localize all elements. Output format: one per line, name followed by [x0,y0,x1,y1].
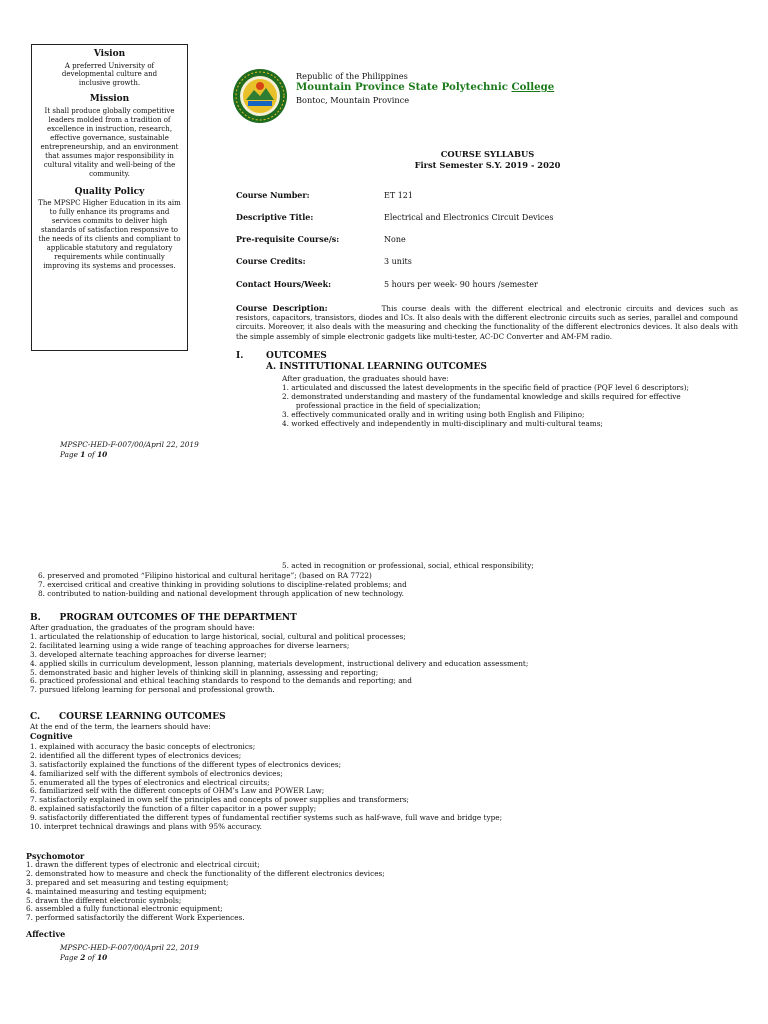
list-item: 3. developed alternate teaching approaches for diverse learner; [30,649,267,659]
descriptive-title-label: Descriptive Title: [236,212,314,222]
list-item: 3. prepared and set measuring and testing equipment; [26,877,229,887]
cognitive-title: Cognitive [30,731,73,741]
page-total: 10 [97,450,108,459]
list-item: 4. maintained measuring and testing equipment; [26,886,207,896]
list-item: 2. demonstrated how to measure and check the functionality of the different electronics devices; [26,868,385,878]
list-item: 2. identified all the different types of electronics devices; [30,750,242,760]
list-item: professional practice in the field of specialization; [282,400,481,410]
affective-title: Affective [26,929,66,939]
syllabus-title-block [400,149,575,171]
list-item: 8. contributed to nation-building and national development through application of new technology. [38,589,404,598]
psychomotor-title: Psychomotor [26,851,85,861]
vision-title: Vision [93,49,126,59]
clo-heading: C. COURSE LEARNING OUTCOMES [30,712,226,722]
ilo-heading: A. INSTITUTIONAL LEARNING OUTCOMES [266,362,487,372]
list-item: 9. satisfactorily differentiated the different types of fundamental rectifier systems such as half-wave, full wave and bridge type; [30,813,503,823]
course-number-value: ET 121 [384,191,413,200]
descriptive-title-value: Electrical and Electronics Circuit Devices [384,213,554,222]
list-item: 2. demonstrated understanding and mastery of the fundamental knowledge and skills required for effective [282,391,681,401]
contact-hours-label: Contact Hours/Week: [236,279,332,289]
form-code-footer: MPSPC-HED-F-007/00/April 22, 2019 [60,943,199,952]
list-item: 4. worked effectively and independently in multi-disciplinary and multi-cultural teams; [282,418,603,428]
list-item: 6. familiarized self with the different concepts of OHM’s Law and POWER Law; [30,786,325,796]
prereq-label: Pre-requisite Course/s: [236,234,340,244]
list-item: 1. articulated the relationship of education to large historical, social, cultural and political processes; [30,632,406,641]
course-number-label: Course Number: [236,190,310,200]
list-item: 4. familiarized self with the different symbols of electronics devices; [30,768,283,778]
quality-policy-title: Quality Policy [74,186,145,197]
clo-intro: At the end of the term, the learners should have: [30,722,211,731]
program-outcomes-list [30,633,750,695]
prereq-value: None [384,235,406,244]
form-code-footer: MPSPC-HED-F-007/00/April 22, 2019 [60,440,199,449]
page-word: Page [60,450,81,459]
list-item: 10. interpret technical drawings and plans with 95% accuracy. [30,822,262,832]
outcomes-number: I. [236,351,244,361]
school-name-college: College [511,81,555,93]
list-item: 5. enumerated all the types of electronics and electrical circuits; [30,777,270,787]
list-item: 3. effectively communicated orally and in writing using both English and Filipino; [282,409,585,419]
course-description-label: Course Description: [236,303,328,313]
contact-hours-value: 5 hours per week- 90 hours /semester [384,280,538,289]
list-item: 3. satisfactorily explained the functions of the different types of electronics devices; [30,759,342,769]
syllabus-semester: First Semester S.Y. 2019 - 2020 [414,160,561,171]
syllabus-title: COURSE SYLLABUS [440,149,535,159]
school-location: Bontoc, Mountain Province [296,95,410,105]
list-item: 1. articulated and discussed the latest developments in the specific field of practice (PQF level 6 descriptors); [282,383,689,392]
of-word: of [85,450,98,459]
page-num: 1 [80,450,86,459]
course-credits-label: Course Credits: [236,256,306,266]
list-item: 1. explained with accuracy the basic concepts of electronics; [30,742,256,751]
list-item: 8. explained satisfactorily the function of a filter capacitor in a power supply; [30,804,317,814]
list-item: 7. satisfactorily explained in own self the principles and concepts of power supplies and transformers; [30,795,410,805]
list-item: 5. acted in recognition or professional, social, ethical responsibility; [282,561,534,570]
school-name-main: Mountain Province State Polytechnic [296,81,512,93]
country-name: Republic of the Philippines [296,71,408,81]
course-credits-value: 3 units [384,257,412,266]
list-item: 1. drawn the different types of electronic and electrical circuit; [26,860,260,869]
of-word: of [85,953,98,962]
list-item: 5. drawn the different electronic symbols; [26,895,182,905]
page-number-footer [60,954,107,963]
list-item: 6. preserved and promoted “Filipino historical and cultural heritage”; (based on RA 7722) [38,571,372,580]
school-seal-icon [232,68,288,124]
list-item: 7. pursued lifelong learning for personal and professional growth. [30,685,275,695]
vision-mission-box [31,44,188,351]
list-item: 7. exercised critical and creative thinking in providing solutions to discipline-related problems; and [38,580,407,589]
list-item: 7. performed satisfactorily the different Work Experiences. [26,913,245,923]
mission-title: Mission [89,94,130,105]
vision-text: A preferred University of developmental culture and inclusive growth. [61,61,158,88]
course-description [236,303,738,341]
ilo-intro: After graduation, the graduates should have: [282,374,449,383]
outcomes-heading: OUTCOMES [266,351,327,361]
page-word: Page [60,953,81,962]
list-item: 4. applied skills in curriculum development, lesson planning, materials development, instructional delivery and education assessment; [30,658,529,668]
quality-policy-text: The MPSPC Higher Education in its aim to fully enhance its programs and services commits to deliver high standards of satisfaction responsive to the needs of its clients and compliant to applicable statutory and regulatory requirements while continually improving its systems and processes. [38,199,181,270]
list-item: 5. demonstrated basic and higher levels of thinking skill in planning, assessing and reporting; [30,667,379,677]
program-outcomes-heading: B. PROGRAM OUTCOMES OF THE DEPARTMENT [30,613,297,623]
list-item: 2. facilitated learning using a wide range of teaching approaches for diverse learners; [30,640,350,650]
page-num: 2 [80,953,86,962]
mission-text: It shall produce globally competitive leaders molded from a tradition of excellence in instruction, research, effective governance, sustainable entrepreneurship, and an environment that assumes major responsibility in cultural vitality and well-being of the community. [40,106,179,178]
page-number-footer [60,451,107,460]
program-outcomes-intro: After graduation, the graduates of the program should have: [30,623,255,632]
list-item: 6. practiced professional and ethical teaching standards to respond to the demands and reporting; and [30,676,412,686]
page-total: 10 [97,953,108,962]
ilo-list [282,384,742,428]
cognitive-list [30,743,750,832]
course-description-text: This course deals with the different electrical and electronic circuits and devices such as resistors, capacitors, transistors, diodes and ICs. It also deals with the different electronic circuits such as series, parallel and compound circuits. Moreover, it also deals with the measuring and checking the functionality of the different electronics devices. It also deals with the simple assembly of simple electronic gadgets like multi-tester, AC-DC Converter and AM-FM radio. [236,304,738,341]
school-name [296,81,554,93]
list-item: 6. assembled a fully functional electronic equipment; [26,904,223,914]
psychomotor-list [26,861,746,923]
